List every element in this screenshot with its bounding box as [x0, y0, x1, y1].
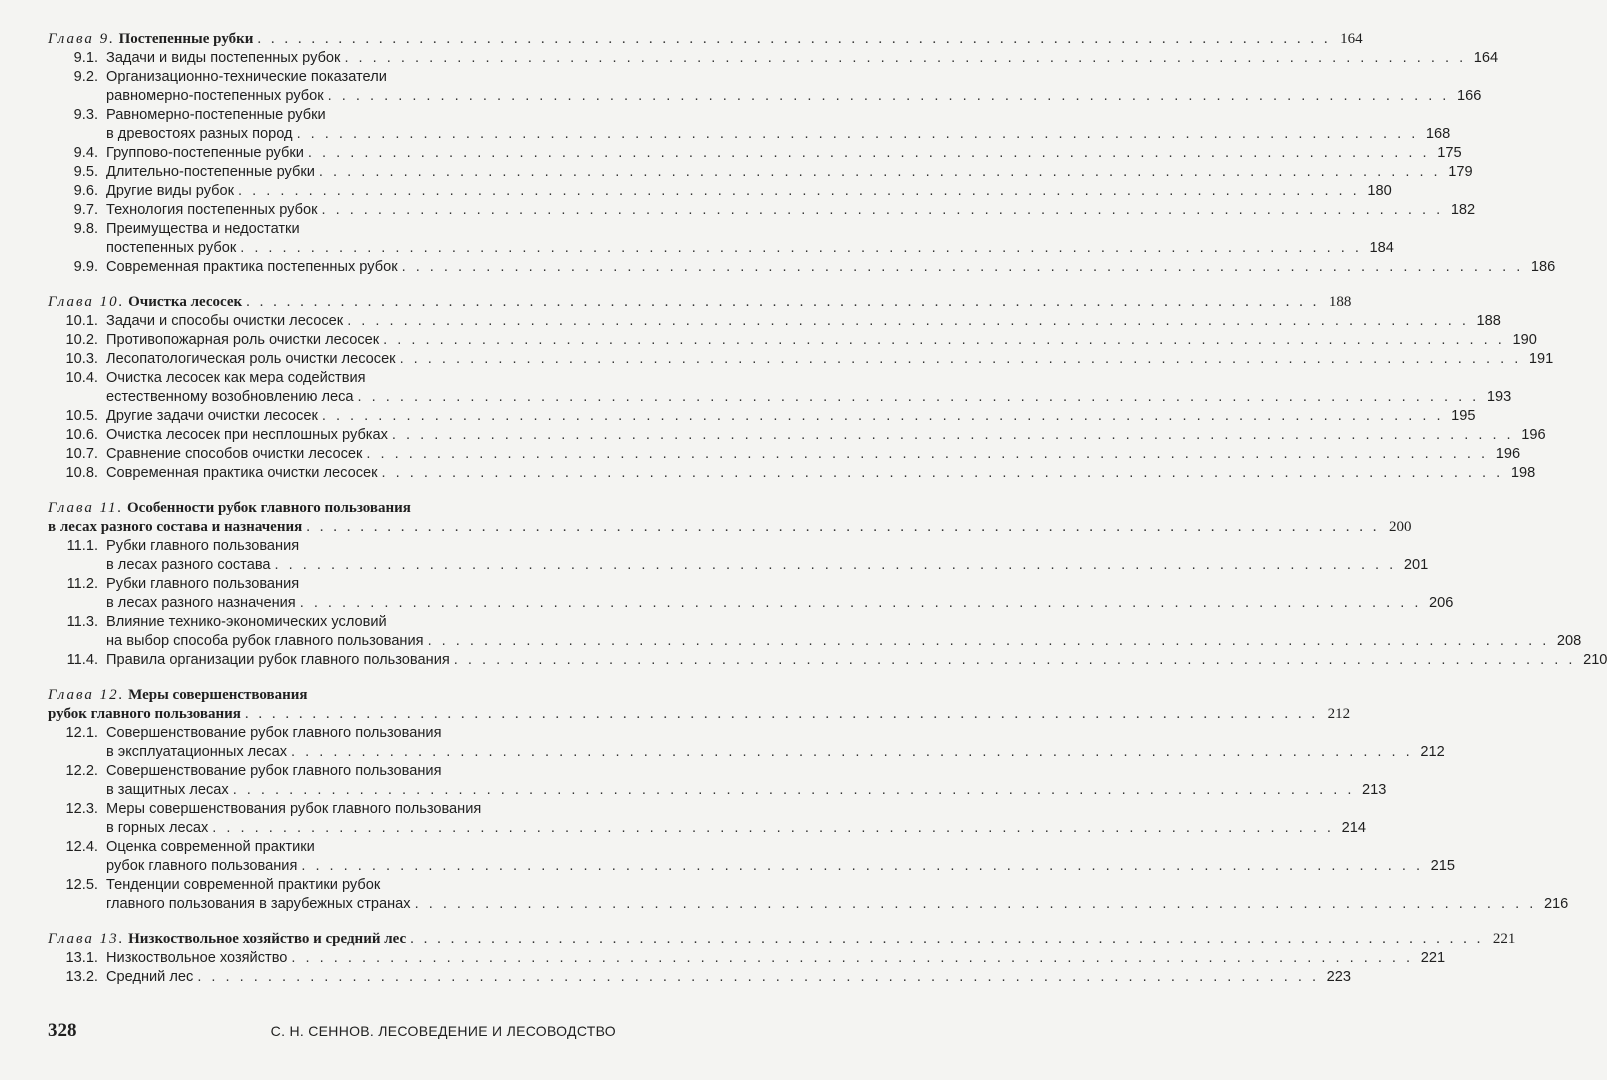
dot-leader: . . . . . . . . . . . . . . . . . . . . . . . . . . . . . . . . . . . . . . . . . . . . . . . . . . . . . . . . . . . . . . . . . . . . . . . . . . . . . . . .: [401, 259, 1524, 275]
toc-entry: [48, 201, 1476, 220]
dot-leader: . . . . . . . . . . . . . . . . . . . . . . . . . . . . . . . . . . . . . . . . . . . . . . . . . . . . . . . . . . . . . . . . . . . . . . . . . . . . . . . .: [321, 202, 1444, 218]
section-number: 9.8.: [73, 221, 98, 237]
section-title: естественному возобновлению леса: [106, 389, 354, 405]
section-number: 10.6.: [65, 427, 98, 443]
toc-entry: [48, 49, 1499, 68]
page-ref: 215: [1430, 858, 1456, 874]
toc-entry: [48, 182, 1392, 201]
section-title: на выбор способа рубок главного пользования: [106, 633, 424, 649]
toc-entry: [48, 781, 1387, 800]
dot-leader: . . . . . . . . . . . . . . . . . . . . . . . . . . . . . . . . . . . . . . . . . . . . . . . . . . . . . . . . . . . . . . . . . . . . . . . . . . . . . . . .: [383, 332, 1505, 348]
section-title: Лесопатологическая роль очистки лесосек: [106, 351, 396, 367]
page-ref: 196: [1495, 446, 1521, 462]
section-number: 9.4.: [73, 145, 98, 161]
toc-entry: [48, 312, 1501, 331]
toc-entry: [48, 743, 1445, 762]
toc-entry: [48, 68, 616, 87]
dot-leader: . . . . . . . . . . . . . . . . . . . . . . . . . . . . . . . . . . . . . . . . . . . . . . . . . . . . . . . . . . . . . . . . . . . . . . . . . . . . . . . .: [238, 183, 1360, 199]
toc-entry: [48, 651, 1607, 670]
toc-entry: [48, 632, 1582, 651]
chapter-label: Глава 13.: [48, 931, 125, 947]
section-number: 10.5.: [65, 408, 98, 424]
section-number: 13.2.: [65, 969, 98, 985]
page-ref: 212: [1420, 744, 1445, 760]
section-title: Очистка лесосек как мера содействия: [106, 370, 366, 386]
dot-leader: . . . . . . . . . . . . . . . . . . . . . . . . . . . . . . . . . . . . . . . . . . . . . . . . . . . . . . . . . . . . . . . . . . . . . . . . . . . . . . . .: [318, 164, 1441, 180]
chapter-heading: [48, 686, 616, 705]
chapter-label: Глава 10.: [48, 294, 125, 310]
section-number: 10.8.: [65, 465, 98, 481]
dot-leader: . . . . . . . . . . . . . . . . . . . . . . . . . . . . . . . . . . . . . . . . . . . . . . . . . . . . . . . . . . . . . . . . . . . . . . . . . . . . . . . .: [257, 31, 1331, 47]
section-number: 12.1.: [65, 725, 98, 741]
section-number: 11.3.: [66, 614, 98, 630]
section-title: Рубки главного пользования: [106, 576, 300, 592]
chapter-title-text: [48, 293, 242, 312]
section-title: Рубки главного пользования: [106, 538, 300, 554]
page-ref: 164: [1473, 50, 1499, 66]
page-ref: 200: [1389, 519, 1412, 535]
page-ref: 223: [1326, 969, 1352, 985]
toc-entry: [48, 388, 1512, 407]
section-title: рубок главного пользования: [106, 858, 298, 874]
chapter-heading: [48, 499, 616, 518]
chapter-heading-continued: [48, 518, 1412, 537]
section-number: 9.2.: [73, 69, 98, 85]
page-ref: 179: [1448, 164, 1473, 180]
dot-leader: . . . . . . . . . . . . . . . . . . . . . . . . . . . . . . . . . . . . . . . . . . . . . . . . . . . . . . . . . . . . . . . . . . . . . . . . . . . . . . . .: [291, 950, 1414, 966]
chapter-block: [48, 30, 1556, 277]
section-title: в лесах разного состава: [106, 557, 271, 573]
toc-entry: [48, 426, 1546, 445]
chapter-heading-continued: [48, 705, 1351, 724]
chapter-heading: [48, 293, 1352, 312]
section-number: 9.7.: [73, 202, 98, 218]
page-ref: 180: [1367, 183, 1392, 199]
table-of-contents: [48, 30, 1607, 1003]
toc-entry: [48, 258, 1556, 277]
toc-entry: [48, 239, 1394, 258]
chapter-block: [48, 499, 1607, 670]
page-ref: 186: [1530, 259, 1556, 275]
chapter-heading: [48, 30, 1363, 49]
dot-leader: . . . . . . . . . . . . . . . . . . . . . . . . . . . . . . . . . . . . . . . . . . . . . . . . . . . . . . . . . . . . . . . . . . . . . . . . . . . . . . . .: [327, 88, 1450, 104]
dot-leader: . . . . . . . . . . . . . . . . . . . . . . . . . . . . . . . . . . . . . . . . . . . . . . . . . . . . . . . . . . . . . . . . . . . . . . . . . . . . . . . .: [347, 313, 1469, 329]
section-number: 12.4.: [65, 839, 98, 855]
chapter-block: [48, 686, 1569, 914]
chapter-title: Очистка лесосек: [128, 294, 243, 310]
dot-leader: . . . . . . . . . . . . . . . . . . . . . . . . . . . . . . . . . . . . . . . . . . . . . . . . . . . . . . . . . . . . . . . . . . . . . . . . . . . . . . . .: [240, 240, 1362, 256]
toc-entry: [48, 968, 1352, 987]
toc-entry: [48, 556, 1429, 575]
dot-leader: . . . . . . . . . . . . . . . . . . . . . . . . . . . . . . . . . . . . . . . . . . . . . . . . . . . . . . . . . . . . . . . . . . . . . . . . . . . . . . . .: [246, 294, 1320, 310]
dot-leader: . . . . . . . . . . . . . . . . . . . . . . . . . . . . . . . . . . . . . . . . . . . . . . . . . . . . . . . . . . . . . . . . . . . . . . . . . . . . . . . .: [301, 858, 1424, 874]
chapter-title: Меры совершенствования: [128, 687, 308, 703]
page-ref: 182: [1450, 202, 1476, 218]
page-ref: 195: [1451, 408, 1476, 424]
page-ref: 198: [1510, 465, 1536, 481]
page-ref: 188: [1328, 294, 1352, 310]
running-title: С. Н. СЕННОВ. ЛЕСОВЕДЕНИЕ И ЛЕСОВОДСТВО: [270, 1023, 616, 1039]
chapter-title-text: рубок главного пользования: [48, 706, 241, 722]
toc-entry: [48, 445, 1521, 464]
section-title: Тенденции современной практики рубок: [106, 877, 381, 893]
page-ref: 216: [1543, 896, 1569, 912]
page-ref: 166: [1457, 88, 1482, 104]
section-number: 9.5.: [73, 164, 98, 180]
section-title: главного пользования в зарубежных странах: [106, 896, 411, 912]
dot-leader: . . . . . . . . . . . . . . . . . . . . . . . . . . . . . . . . . . . . . . . . . . . . . . . . . . . . . . . . . . . . . . . . . . . . . . . . . . . . . . . .: [321, 408, 1444, 424]
section-number: 9.9.: [73, 259, 98, 275]
section-title: Очистка лесосек при несплошных рубках: [106, 427, 388, 443]
toc-entry: [48, 613, 616, 632]
section-title: постепенных рубок: [106, 240, 237, 256]
dot-leader: . . . . . . . . . . . . . . . . . . . . . . . . . . . . . . . . . . . . . . . . . . . . . . . . . . . . . . . . . . . . . . . . . . . . . . . . . . . . . . . .: [291, 744, 1413, 760]
section-number: 13.1.: [65, 950, 98, 966]
section-number: 11.4.: [66, 652, 98, 668]
section-title: Влияние технико-экономических условий: [106, 614, 387, 630]
section-title: в древостоях разных пород: [106, 126, 293, 142]
section-title: Равномерно-постепенные рубки: [106, 107, 326, 123]
page-ref: 221: [1492, 931, 1516, 947]
section-number: 11.1.: [66, 538, 98, 554]
section-number: 12.3.: [65, 801, 98, 817]
dot-leader: . . . . . . . . . . . . . . . . . . . . . . . . . . . . . . . . . . . . . . . . . . . . . . . . . . . . . . . . . . . . . . . . . . . . . . . . . . . . . . . .: [244, 706, 1319, 722]
toc-entry: [48, 537, 616, 556]
section-title: Другие задачи очистки лесосек: [106, 408, 318, 424]
toc-entry: [48, 819, 1366, 838]
toc-entry: [48, 331, 1537, 350]
dot-leader: . . . . . . . . . . . . . . . . . . . . . . . . . . . . . . . . . . . . . . . . . . . . . . . . . . . . . . . . . . . . . . . . . . . . . . . . . . . . . . . .: [381, 465, 1504, 481]
toc-entry: [48, 369, 616, 388]
toc-entry: [48, 876, 616, 895]
section-title: Совершенствование рубок главного пользования: [106, 725, 442, 741]
page-ref: 188: [1476, 313, 1501, 329]
toc-entry: [48, 857, 1456, 876]
section-title: Организационно-технические показатели: [106, 69, 387, 85]
section-number: 11.2.: [66, 576, 98, 592]
chapter-title-text: [48, 686, 308, 705]
dot-leader: . . . . . . . . . . . . . . . . . . . . . . . . . . . . . . . . . . . . . . . . . . . . . . . . . . . . . . . . . . . . . . . . . . . . . . . . . . . . . . . .: [232, 782, 1355, 798]
chapter-block: [48, 930, 1516, 987]
dot-leader: . . . . . . . . . . . . . . . . . . . . . . . . . . . . . . . . . . . . . . . . . . . . . . . . . . . . . . . . . . . . . . . . . . . . . . . . . . . . . . . .: [274, 557, 1397, 573]
toc-entry: [48, 594, 1454, 613]
section-title: Средний лес: [106, 969, 194, 985]
page-number: 328: [48, 1020, 77, 1041]
dot-leader: . . . . . . . . . . . . . . . . . . . . . . . . . . . . . . . . . . . . . . . . . . . . . . . . . . . . . . . . . . . . . . . . . . . . . . . . . . . . . . . .: [427, 633, 1550, 649]
page-ref: 175: [1437, 145, 1462, 161]
section-number: 10.1.: [65, 313, 98, 329]
section-title: Задачи и способы очистки лесосек: [106, 313, 344, 329]
toc-entry: [48, 724, 616, 743]
toc-entry: [48, 350, 1554, 369]
page-ref: 168: [1425, 126, 1451, 142]
page-footer: [48, 1020, 616, 1042]
toc-entry: [48, 87, 1482, 106]
section-title: Противопожарная роль очистки лесосек: [106, 332, 380, 348]
dot-leader: . . . . . . . . . . . . . . . . . . . . . . . . . . . . . . . . . . . . . . . . . . . . . . . . . . . . . . . . . . . . . . . . . . . . . . . . . . . . . . . .: [414, 896, 1537, 912]
dot-leader: . . . . . . . . . . . . . . . . . . . . . . . . . . . . . . . . . . . . . . . . . . . . . . . . . . . . . . . . . . . . . . . . . . . . . . . . . . . . . . . .: [306, 519, 1380, 535]
section-title: Группово-постепенные рубки: [106, 145, 304, 161]
toc-entry: [48, 895, 1569, 914]
toc-entry: [48, 762, 616, 781]
page-ref: 196: [1521, 427, 1546, 443]
chapter-block: [48, 293, 1554, 483]
section-title: Современная практика очистки лесосек: [106, 465, 378, 481]
chapter-title: Постепенные рубки: [118, 31, 254, 47]
section-title: Оценка современной практики: [106, 839, 315, 855]
page-ref: 210: [1583, 652, 1607, 668]
toc-entry: [48, 464, 1536, 483]
section-title: Задачи и виды постепенных рубок: [106, 50, 341, 66]
page-ref: 201: [1403, 557, 1429, 573]
section-number: 12.5.: [65, 877, 98, 893]
page-ref: 208: [1556, 633, 1582, 649]
section-title: в горных лесах: [106, 820, 209, 836]
section-title: Меры совершенствования рубок главного пользования: [106, 801, 482, 817]
chapter-label: Глава 12.: [48, 687, 125, 703]
dot-leader: . . . . . . . . . . . . . . . . . . . . . . . . . . . . . . . . . . . . . . . . . . . . . . . . . . . . . . . . . . . . . . . . . . . . . . . . . . . . . . . .: [344, 50, 1467, 66]
section-number: 10.7.: [65, 446, 98, 462]
section-title: в защитных лесах: [106, 782, 229, 798]
section-title: Низкоствольное хозяйство: [106, 950, 288, 966]
dot-leader: . . . . . . . . . . . . . . . . . . . . . . . . . . . . . . . . . . . . . . . . . . . . . . . . . . . . . . . . . . . . . . . . . . . . . . . . . . . . . . . .: [453, 652, 1576, 668]
chapter-title-text: [48, 30, 253, 49]
section-title: Правила организации рубок главного пользования: [106, 652, 450, 668]
section-number: 10.4.: [65, 370, 98, 386]
chapter-label: Глава 9.: [48, 31, 115, 47]
dot-leader: . . . . . . . . . . . . . . . . . . . . . . . . . . . . . . . . . . . . . . . . . . . . . . . . . . . . . . . . . . . . . . . . . . . . . . . . . . . . . . . .: [296, 126, 1419, 142]
toc-entry: [48, 163, 1473, 182]
section-title: Совершенствование рубок главного пользования: [106, 763, 442, 779]
chapter-title-text: в лесах разного состава и назначения: [48, 519, 303, 535]
chapter-label: Глава 11.: [48, 500, 124, 516]
page-ref: 214: [1341, 820, 1366, 836]
toc-entry: [48, 800, 616, 819]
toc-entry: [48, 407, 1476, 426]
toc-entry: [48, 220, 616, 239]
chapter-title-text: [48, 930, 406, 949]
dot-leader: . . . . . . . . . . . . . . . . . . . . . . . . . . . . . . . . . . . . . . . . . . . . . . . . . . . . . . . . . . . . . . . . . . . . . . . . . . . . . . . .: [357, 389, 1480, 405]
dot-leader: . . . . . . . . . . . . . . . . . . . . . . . . . . . . . . . . . . . . . . . . . . . . . . . . . . . . . . . . . . . . . . . . . . . . . . . . . . . . . . . .: [307, 145, 1430, 161]
page-ref: 191: [1528, 351, 1554, 367]
page-ref: 213: [1362, 782, 1387, 798]
section-title: Современная практика постепенных рубок: [106, 259, 398, 275]
chapter-title: Низкоствольное хозяйство и средний лес: [128, 931, 407, 947]
toc-entry: [48, 838, 616, 857]
chapter-title: Особенности рубок главного пользования: [127, 500, 411, 516]
dot-leader: . . . . . . . . . . . . . . . . . . . . . . . . . . . . . . . . . . . . . . . . . . . . . . . . . . . . . . . . . . . . . . . . . . . . . . . . . . . . . . . .: [391, 427, 1514, 443]
section-number: 9.3.: [73, 107, 98, 123]
section-title: равномерно-постепенных рубок: [106, 88, 324, 104]
section-number: 9.6.: [73, 183, 98, 199]
section-title: в эксплуатационных лесах: [106, 744, 288, 760]
page-ref: 206: [1429, 595, 1454, 611]
section-number: 12.2.: [65, 763, 98, 779]
toc-entry: [48, 106, 616, 125]
dot-leader: . . . . . . . . . . . . . . . . . . . . . . . . . . . . . . . . . . . . . . . . . . . . . . . . . . . . . . . . . . . . . . . . . . . . . . . . . . . . . . . .: [399, 351, 1522, 367]
toc-entry: [48, 125, 1451, 144]
section-title: Другие виды рубок: [106, 183, 235, 199]
section-title: Технология постепенных рубок: [106, 202, 318, 218]
page-ref: 193: [1486, 389, 1512, 405]
toc-entry: [48, 949, 1446, 968]
section-number: 9.1.: [73, 50, 98, 66]
page-ref: 184: [1369, 240, 1394, 256]
chapter-heading: [48, 930, 1516, 949]
page-ref: 164: [1340, 31, 1363, 47]
dot-leader: . . . . . . . . . . . . . . . . . . . . . . . . . . . . . . . . . . . . . . . . . . . . . . . . . . . . . . . . . . . . . . . . . . . . . . . . . . . . . . . .: [212, 820, 1334, 836]
chapter-title-text: [48, 499, 411, 518]
dot-leader: . . . . . . . . . . . . . . . . . . . . . . . . . . . . . . . . . . . . . . . . . . . . . . . . . . . . . . . . . . . . . . . . . . . . . . . . . . . . . . . .: [299, 595, 1422, 611]
toc-entry: [48, 144, 1462, 163]
section-title: Длительно-постепенные рубки: [106, 164, 315, 180]
toc-entry: [48, 575, 616, 594]
section-title: Преимущества и недостатки: [106, 221, 300, 237]
dot-leader: . . . . . . . . . . . . . . . . . . . . . . . . . . . . . . . . . . . . . . . . . . . . . . . . . . . . . . . . . . . . . . . . . . . . . . . . . . . . . . . .: [366, 446, 1489, 462]
page-ref: 221: [1420, 950, 1446, 966]
dot-leader: . . . . . . . . . . . . . . . . . . . . . . . . . . . . . . . . . . . . . . . . . . . . . . . . . . . . . . . . . . . . . . . . . . . . . . . . . . . . . . . .: [410, 931, 1484, 947]
section-number: 10.2.: [65, 332, 98, 348]
section-number: 10.3.: [65, 351, 98, 367]
dot-leader: . . . . . . . . . . . . . . . . . . . . . . . . . . . . . . . . . . . . . . . . . . . . . . . . . . . . . . . . . . . . . . . . . . . . . . . . . . . . . . . .: [197, 969, 1320, 985]
page-ref: 190: [1512, 332, 1537, 348]
section-title: Сравнение способов очистки лесосек: [106, 446, 363, 462]
section-title: в лесах разного назначения: [106, 595, 296, 611]
page-ref: 212: [1327, 706, 1351, 722]
